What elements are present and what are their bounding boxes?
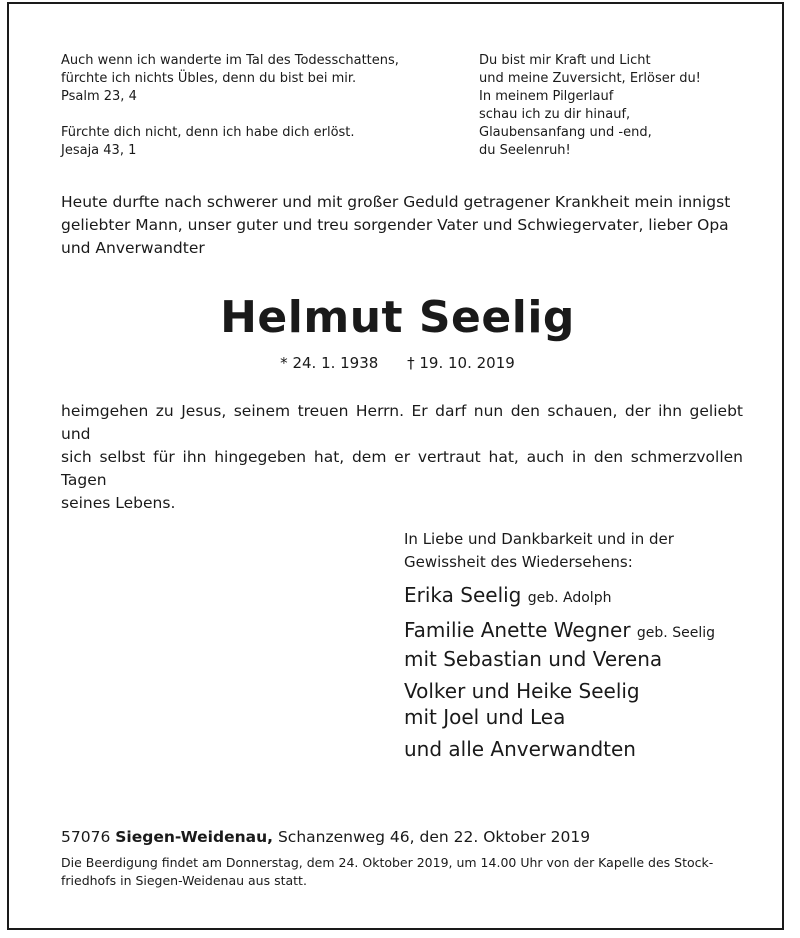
mourners-lead: Gewissheit des Wiedersehens: (404, 553, 633, 571)
closing-paragraph (61, 400, 743, 515)
birth-date: * 24. 1. 1938 (280, 354, 379, 372)
place-and-date (61, 826, 747, 848)
mourner-relatives: und alle Anverwandten (404, 737, 636, 761)
hymn-line: und meine Zuversicht, Erlöser du! (479, 71, 701, 86)
verse-line: Auch wenn ich wanderte im Tal des Todesschattens, (61, 53, 399, 68)
intro-paragraph (61, 191, 743, 260)
mourners-list (404, 528, 715, 762)
address-date: Schanzenweg 46, den 22. Oktober 2019 (277, 828, 591, 846)
mourners-lead: In Liebe und Dankbarkeit und in der (404, 530, 674, 548)
mourner-volker: Volker und Heike Seelig (404, 679, 640, 703)
footer (61, 826, 747, 890)
obituary-notice (7, 2, 784, 930)
hymn-line: Glaubensanfang und -end, (479, 125, 652, 140)
funeral-info (61, 854, 747, 890)
hymn-line: du Seelenruh! (479, 143, 571, 158)
verse-line: Fürchte dich nicht, denn ich habe dich erlöst. (61, 125, 355, 140)
verse-reference: Psalm 23, 4 (61, 89, 137, 104)
bible-verses (61, 52, 399, 160)
mourner-volker-children: mit Joel und Lea (404, 705, 566, 729)
intro-line: Heute durfte nach schwerer und mit großer Geduld getragener Krankheit mein innigst (61, 193, 731, 211)
mourner-anette: Familie Anette Wegner geb. Seelig (404, 618, 715, 642)
verse-reference: Jesaja 43, 1 (61, 143, 137, 158)
mourner-erika: Erika Seelig geb. Adolph (404, 583, 612, 607)
closing-line: sich selbst für ihn hingegeben hat, dem er vertraut hat, auch in den schmerzvollen Tagen (61, 448, 743, 489)
intro-line: geliebter Mann, unser guter und treu sorgender Vater und Schwiegervater, lieber Opa (61, 216, 729, 234)
death-date: † 19. 10. 2019 (407, 354, 515, 372)
postal-code: 57076 (61, 828, 111, 846)
verse-line: fürchte ich nichts Übles, denn du bist bei mir. (61, 71, 357, 86)
intro-line: und Anverwandter (61, 239, 205, 257)
mourner-anette-children: mit Sebastian und Verena (404, 647, 663, 671)
maiden-name: geb. Seelig (636, 625, 715, 641)
funeral-line: friedhofs in Siegen-Weidenau aus statt. (61, 873, 307, 888)
funeral-line: Die Beerdigung findet am Donnerstag, dem 24. Oktober 2019, um 14.00 Uhr von der Kapelle des Stock- (61, 855, 714, 870)
hymn-line: Du bist mir Kraft und Licht (479, 53, 651, 68)
city: Siegen-Weidenau, (115, 828, 274, 846)
hymn-verse (479, 52, 701, 160)
hymn-line: schau ich zu dir hinauf, (479, 107, 631, 122)
hymn-line: In meinem Pilgerlauf (479, 89, 614, 104)
closing-line: seines Lebens. (61, 494, 176, 512)
maiden-name: geb. Adolph (527, 590, 612, 606)
life-dates (9, 354, 786, 372)
closing-line: heimgehen zu Jesus, seinem treuen Herrn. Er darf nun den schauen, der ihn geliebt und (61, 402, 743, 443)
deceased-name: Helmut Seelig (220, 292, 575, 343)
